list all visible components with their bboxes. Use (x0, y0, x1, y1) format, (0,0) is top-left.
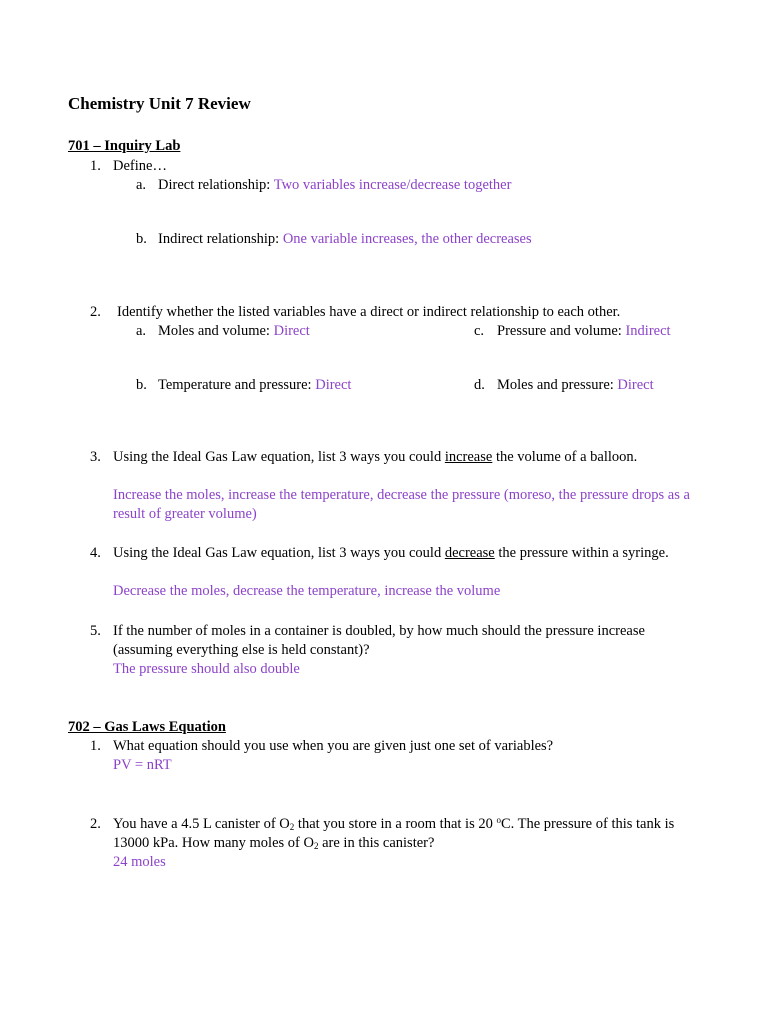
subitem-c (497, 322, 671, 341)
subitem-label: Direct relationship: (158, 177, 271, 193)
question-number: 2. (90, 304, 101, 320)
question-text (113, 815, 703, 853)
answer-text: Indirect (625, 323, 671, 339)
answer-text: Two variables increase/decrease together (273, 177, 512, 193)
subitem-label: Moles and pressure: (497, 377, 614, 393)
subitem-letter: c. (474, 323, 485, 339)
answer-text: 24 moles (113, 854, 166, 870)
key-word: decrease (444, 545, 495, 561)
answer-text: Direct (315, 377, 352, 393)
question-text-part: the pressure within a syringe. (498, 545, 669, 561)
answer-text: Direct (273, 323, 310, 339)
section-heading-701: 701 – Inquiry Lab (68, 138, 181, 154)
question-text: Define… (113, 158, 167, 174)
answer-text: One variable increases, the other decreases (282, 231, 532, 247)
question-number: 3. (90, 449, 101, 465)
question-number: 4. (90, 545, 101, 561)
answer-text: The pressure should also double (113, 661, 300, 677)
subitem-a (158, 322, 310, 341)
subitem-letter: b. (136, 377, 147, 393)
question-number: 1. (90, 158, 101, 174)
subitem-b (158, 376, 351, 395)
subscript: 2 (289, 822, 295, 832)
page-title: Chemistry Unit 7 Review (68, 94, 251, 113)
question-text-part: that you store in a room that is 20 (294, 816, 497, 832)
question-text: Identify whether the listed variables have a direct or indirect relationship to each other. (117, 304, 621, 320)
subitem-a (158, 176, 511, 195)
answer-text: Increase the moles, increase the temperature, decrease the pressure (moreso, the pressure drops as a result of greater volume) (113, 487, 690, 522)
answer-text: Decrease the moles, decrease the temperature, increase the volume (113, 583, 501, 599)
answer-text: Direct (617, 377, 654, 393)
subitem-letter: a. (136, 177, 147, 193)
subitem-label: Temperature and pressure: (158, 377, 312, 393)
subitem-letter: a. (136, 323, 147, 339)
subitem-letter: b. (136, 231, 147, 247)
subitem-d (497, 376, 654, 395)
superscript: o (496, 815, 501, 825)
question-text-part: Using the Ideal Gas Law equation, list 3 ways you could (113, 449, 442, 465)
subitem-label: Indirect relationship: (158, 231, 280, 247)
question-text-part: are in this canister? (318, 835, 435, 851)
question-text: If the number of moles in a container is doubled, by how much should the pressure increase (assuming everything else is held constant)? (113, 623, 645, 658)
subitem-letter: d. (474, 377, 485, 393)
question-number: 1. (90, 738, 101, 754)
question-text-part: Using the Ideal Gas Law equation, list 3 ways you could (113, 545, 442, 561)
answer-text: PV = nRT (113, 757, 172, 773)
subitem-label: Moles and volume: (158, 323, 270, 339)
question-text-part: You have a 4.5 L canister of O (113, 816, 290, 832)
question-number: 5. (90, 623, 101, 639)
subscript: 2 (313, 841, 319, 851)
question-text-part: C. The pressure of this tank is 13000 kPa. How many moles of O (113, 816, 675, 851)
section-heading-702: 702 – Gas Laws Equation (68, 719, 226, 735)
question-text (113, 448, 637, 467)
question-text (113, 544, 669, 563)
key-word: increase (444, 449, 493, 465)
question-text-part: the volume of a balloon. (495, 449, 638, 465)
question-number: 2. (90, 816, 101, 832)
question-text: What equation should you use when you are given just one set of variables? (113, 738, 554, 754)
subitem-label: Pressure and volume: (497, 323, 622, 339)
subitem-b (158, 230, 532, 249)
